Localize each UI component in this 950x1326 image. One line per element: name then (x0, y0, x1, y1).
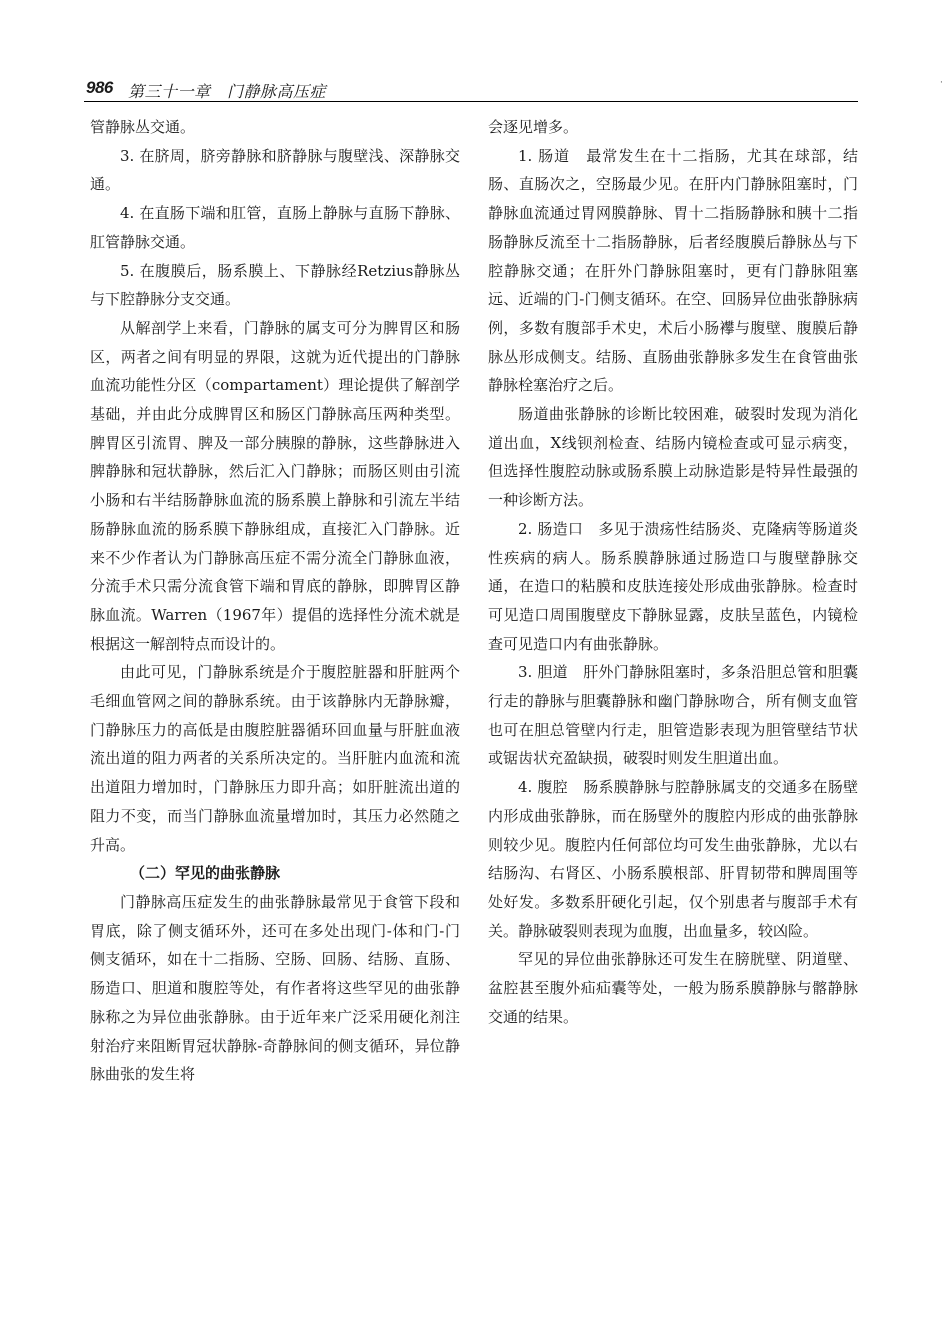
right-para-3: 肠道曲张静脉的诊断比较困难，破裂时发现为消化道出血，X线钡剂检查、结肠内镜检查或可显示病变，但选择性腹腔动脉或肠系膜上动脉造影是特异性最强的一种诊断方法。 (488, 405, 858, 510)
left-column (90, 113, 460, 1089)
right-para-2: 1. 肠道 最常发生在十二指肠，尤其在球部，结肠、直肠次之，空肠最少见。在肝内门静脉阻塞时，门静脉血流通过胃网膜静脉、胃十二指肠静脉和胰十二指肠静脉反流至十二指肠静脉，后者经腹膜后静脉丛与下腔静脉交通；在肝外门静脉阻塞时，更有门静脉阻塞远、近端的门-门侧支循环。在空、回肠异位曲张静脉病例，多数有腹部手术史，术后小肠襻与腹壁、腹膜后静脉丛形成侧支。结肠、直肠曲张静脉多发生在食管曲张静脉栓塞治疗之后。 (488, 146, 858, 395)
left-para-6: 由此可见，门静脉系统是介于腹腔脏器和肝脏两个毛细血管网之间的静脉系统。由于该静脉内无静脉瓣，门静脉压力的高低是由腹腔脏器循环回血量与肝脏血液流出道的阻力两者的关系所决定的。当肝脏内血流和流出道阻力增加时，门静脉压力即升高；如肝脏流出道的阻力不变，而当门静脉血流量增加时，其压力必然随之升高。 (90, 663, 460, 854)
section-heading: （二）罕见的曲张静脉 (130, 864, 281, 883)
left-para-4: 5. 在腹膜后，肠系膜上、下静脉经Retzius静脉丛与下腔静脉分支交通。 (90, 261, 460, 309)
running-title: 第三十一章 门静脉高压症 (128, 84, 327, 101)
left-para-7: 门静脉高压症发生的曲张静脉最常见于食管下段和胃底，除了侧支循环外，还可在多处出现门-体和门-门侧支循环，如在十二指肠、空肠、回肠、结肠、直肠、肠造口、胆道和腹腔等处，有作者将这些罕见的曲张静脉称之为异位曲张静脉。由于近年来广泛采用硬化剂注射治疗来阻断胃冠状静脉-奇静脉间的侧支循环，异位静脉曲张的发生将 (90, 892, 460, 1084)
right-para-5: 3. 胆道 肝外门静脉阻塞时，多条沿胆总管和胆囊行走的静脉与胆囊静脉和幽门静脉吻合，所有侧支血管也可在胆总管壁内行走，胆管造影表现为胆管壁结节状或锯齿状充盈缺损，破裂时则发生胆道出血。 (488, 663, 858, 768)
edge-mark: · (940, 78, 943, 88)
left-para-2: 3. 在脐周，脐旁静脉和脐静脉与腹壁浅、深静脉交通。 (90, 146, 460, 194)
right-para-7: 罕见的异位曲张静脉还可发生在膀胱壁、阴道壁、盆腔甚至腹外疝疝囊等处，一般为肠系膜静脉与髂静脉交通的结果。 (488, 950, 858, 1026)
right-column (488, 113, 858, 1032)
right-para-1: 会逐见增多。 (488, 118, 579, 136)
right-para-4: 2. 肠造口 多见于溃疡性结肠炎、克隆病等肠道炎性疾病的病人。肠系膜静脉通过肠造口与腹壁静脉交通，在造口的粘膜和皮肤连接处形成曲张静脉。检查时可见造口周围腹壁皮下静脉显露，皮肤呈蓝色，内镜检查可见造口内有曲张静脉。 (488, 519, 858, 653)
left-para-3: 4. 在直肠下端和肛管，直肠上静脉与直肠下静脉、肛管静脉交通。 (90, 204, 460, 251)
page-number: 986 (86, 78, 113, 97)
right-para-6: 4. 腹腔 肠系膜静脉与腔静脉属支的交通多在肠壁内形成曲张静脉，而在肠壁外的腹腔内形成的曲张静脉则较少见。腹腔内任何部位均可发生曲张静脉，尤以右结肠沟、右肾区、小肠系膜根部、肝胃韧带和脾周围等处好发。多数系肝硬化引起，仅个别患者与腹部手术有关。静脉破裂则表现为血腹，出血量多，较凶险。 (488, 778, 858, 940)
header-rule (84, 101, 858, 102)
left-para-1: 管静脉丛交通。 (90, 118, 196, 136)
left-para-5: 从解剖学上来看，门静脉的属支可分为脾胃区和肠区，两者之间有明显的界限，这就为近代提出的门静脉血流功能性分区（compartament）理论提供了解剖学基础，并由此分成脾胃区和肠区门静脉高压两种类型。脾胃区引流胃、脾及一部分胰腺的静脉，这些静脉进入脾静脉和冠状静脉，然后汇入门静脉；而肠区则由引流小肠和右半结肠静脉血流的肠系膜上静脉和引流左半结肠静脉血流的肠系膜下静脉组成，直接汇入门静脉。近来不少作者认为门静脉高压症不需分流全门静脉血液，分流手术只需分流食管下端和胃底的静脉，即脾胃区静脉血流。Warren（1967年）提倡的选择性分流术就是根据这一解剖特点而设计的。 (90, 318, 460, 653)
